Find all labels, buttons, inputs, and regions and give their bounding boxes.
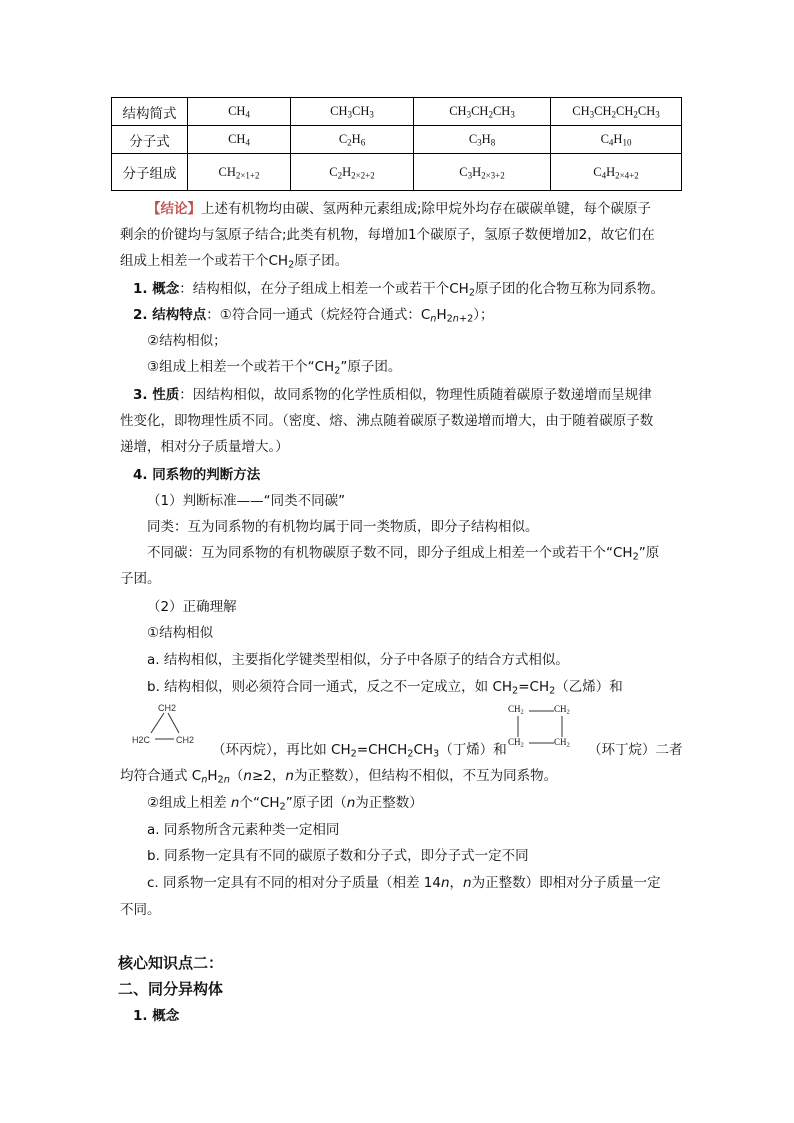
concept-text: ：结构相似，在分子组成上相差一个或若干个$CH_2$原子团的化合物互称为同系物。 xyxy=(179,281,664,299)
conclusion-line xyxy=(147,199,707,219)
judge-line: 不同碳：互为同系物的有机物碳原子数不同，即分子组成上相差一个或若干个“$CH_2$”原 xyxy=(147,545,660,563)
cyclopropane-top-label: CH2 xyxy=(158,703,177,713)
table-cell: $CH_3CH_2CH_2CH_3$ xyxy=(551,98,682,126)
structure-line xyxy=(133,305,693,325)
table-cell: $CH_{2\times 1+2}$ xyxy=(188,154,291,191)
table-cell: 结构简式 xyxy=(112,98,188,126)
section-item: 1. 概念 xyxy=(133,1008,180,1024)
judge-line: a. 结构相似，主要指化学键类型相似，分子中各原子的结合方式相似。 xyxy=(147,652,569,668)
cyclobutane-structure xyxy=(504,700,584,754)
cyclobutane-label: $CH_2$ xyxy=(554,737,570,749)
table-cell: $CH_4$ xyxy=(188,98,291,126)
cyclopropane-structure xyxy=(128,701,198,749)
alkane-table xyxy=(111,97,682,191)
table-cell: $CH_3CH_2CH_3$ xyxy=(414,98,551,126)
judge-line: 同类：互为同系物的有机物均属于同一类物质，即分子结构相似。 xyxy=(147,519,539,535)
table-cell: $C_3H_8$ xyxy=(414,126,551,154)
structure-item: ②结构相似； xyxy=(147,333,227,349)
section-pre-title: 核心知识点二： xyxy=(118,954,224,972)
judge-line: b. 结构相似，则必须符合同一通式，反之不一定成立，如 $CH_2=CH_2$（乙烯）和 xyxy=(147,679,623,697)
table-cell: 分子组成 xyxy=(112,154,188,191)
table-cell: $C_3H_{2\times 3+2}$ xyxy=(414,154,551,191)
judge-line: （2）正确理解 xyxy=(147,599,237,615)
table-cell: $CH_4$ xyxy=(188,126,291,154)
concept-heading: 1. 概念 xyxy=(133,281,180,297)
table-cell: $C_2H_6$ xyxy=(291,126,414,154)
structure-item: ：①符合同一通式（烷烃符合通式：$C_nH_{2n+2}$）； xyxy=(206,307,494,325)
judge-line: （环丁烷）二者 xyxy=(588,742,683,758)
judge-line: （环丙烷），再比如 $CH_2=CHCH_2CH_3$（丁烯）和 xyxy=(212,742,507,760)
cyclopropane-left-label: H2C xyxy=(132,735,151,745)
concept-line xyxy=(133,279,693,299)
cyclobutane-label: $CH_2$ xyxy=(508,737,524,749)
cyclobutane-label: $CH_2$ xyxy=(554,704,570,716)
properties-line xyxy=(133,385,693,405)
conclusion-tag: 【结论】 xyxy=(147,201,201,217)
conclusion-line: 剩余的价键均与氢原子结合;此类有机物，每增加1个碳原子，氢原子数便增加2，故它们在 xyxy=(120,227,655,243)
judge-heading: 4. 同系物的判断方法 xyxy=(133,467,261,483)
properties-heading: 3. 性质 xyxy=(133,387,180,403)
judge-line: 不同。 xyxy=(120,902,161,918)
judge-line: b. 同系物一定具有不同的碳原子数和分子式，即分子式一定不同 xyxy=(147,848,529,864)
judge-line: 均符合通式 $C_nH_{2n}(n\ge 2$，n为正整数），但结构不相似，不互为同系物。 xyxy=(120,768,558,786)
table-cell: $C_2H_{2\times 2+2}$ xyxy=(291,154,414,191)
judge-line: 子团。 xyxy=(120,571,161,587)
judge-line: c. 同系物一定具有不同的相对分子质量（相差 14n，n为正整数）即相对分子质量一定 xyxy=(147,875,661,891)
section-title: 二、同分异构体 xyxy=(118,980,224,998)
structure-item: ③组成上相差一个或若干个“$CH_2$”原子团。 xyxy=(147,359,402,377)
conclusion-line: 组成上相差一个或若干个$CH_2$原子团。 xyxy=(120,253,349,271)
judge-line: ①结构相似 xyxy=(147,625,214,641)
properties-text: ：因结构相似，故同系物的化学性质相似，物理性质随着碳原子数递增而呈规律 xyxy=(179,387,652,403)
table-cell: 分子式 xyxy=(112,126,188,154)
conclusion-text: 上述有机物均由碳、氢两种元素组成;除甲烷外均存在碳碳单键，每个碳原子 xyxy=(201,201,652,217)
table-cell: $C_4H_{10}$ xyxy=(551,126,682,154)
properties-line: 递增，相对分子质量增大。） xyxy=(120,439,289,455)
judge-line: （1）判断标准——“同类不同碳” xyxy=(147,493,346,509)
table-row xyxy=(112,98,682,126)
properties-line: 性变化，即物理性质不同。（密度、熔、沸点随着碳原子数递增而增大，由于随着碳原子数 xyxy=(120,413,654,429)
structure-heading: 2. 结构特点 xyxy=(133,307,207,323)
cyclopropane-right-label: CH2 xyxy=(176,735,195,745)
judge-line: ②组成上相差 n个“$CH_2$”原子团（n为正整数） xyxy=(147,795,423,813)
table-row xyxy=(112,126,682,154)
cyclobutane-label: $CH_2$ xyxy=(508,704,524,716)
table-cell: $CH_3CH_3$ xyxy=(291,98,414,126)
table-cell: $C_4H_{2\times 4+2}$ xyxy=(551,154,682,191)
judge-line: a. 同系物所含元素种类一定相同 xyxy=(147,822,340,838)
table-row xyxy=(112,154,682,191)
